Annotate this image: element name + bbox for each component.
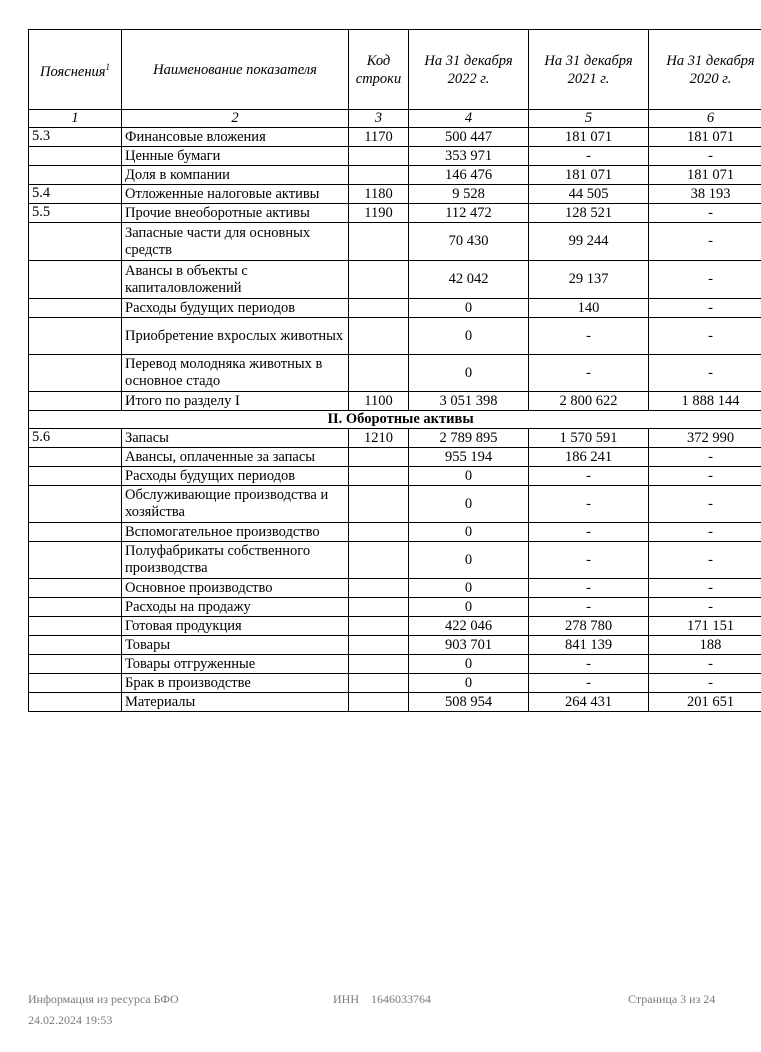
- value-2020-cell: -: [649, 523, 761, 542]
- balance-sheet-table: [28, 29, 761, 712]
- indicator-name-cell: Расходы будущих периодов: [122, 467, 349, 486]
- line-code-cell: 1170: [349, 128, 409, 147]
- indicator-name-cell: Прочие внеоборотные активы: [122, 204, 349, 223]
- column-number: 3: [349, 110, 409, 128]
- indicator-name-cell: Товары отгруженные: [122, 655, 349, 674]
- table-row: [29, 166, 761, 185]
- value-2021-cell: 264 431: [529, 693, 649, 712]
- line-code-cell: [349, 147, 409, 166]
- table-row: [29, 523, 761, 542]
- value-2021-cell: 278 780: [529, 617, 649, 636]
- value-2022-cell: 42 042: [409, 261, 529, 299]
- value-2021-cell: -: [529, 147, 649, 166]
- notes-cell: [29, 617, 122, 636]
- value-2022-cell: 422 046: [409, 617, 529, 636]
- value-2021-cell: -: [529, 355, 649, 392]
- notes-cell: [29, 261, 122, 299]
- section-2-header: [29, 411, 761, 429]
- value-2021-cell: 181 071: [529, 166, 649, 185]
- header-2021: На 31 декабря 2021 г.: [529, 30, 649, 110]
- indicator-name-cell: Расходы будущих периодов: [122, 299, 349, 318]
- indicator-name-cell: Ценные бумаги: [122, 147, 349, 166]
- footer-page-number: Страница 3 из 24: [628, 992, 716, 1006]
- value-2020-cell: 201 651: [649, 693, 761, 712]
- value-2022-cell: 3 051 398: [409, 392, 529, 411]
- line-code-cell: 1190: [349, 204, 409, 223]
- indicator-name-cell: Перевод молодняка животных в основное стадо: [122, 355, 349, 392]
- value-2020-cell: -: [649, 448, 761, 467]
- value-2021-cell: 140: [529, 299, 649, 318]
- value-2022-cell: 112 472: [409, 204, 529, 223]
- column-number: 1: [29, 110, 122, 128]
- table-row: [29, 392, 761, 411]
- table-row: [29, 147, 761, 166]
- line-code-cell: [349, 486, 409, 523]
- value-2020-cell: -: [649, 598, 761, 617]
- value-2021-cell: 181 071: [529, 128, 649, 147]
- notes-cell: [29, 223, 122, 261]
- line-code-cell: [349, 598, 409, 617]
- line-code-cell: 1100: [349, 392, 409, 411]
- value-2022-cell: 0: [409, 467, 529, 486]
- table-row: [29, 655, 761, 674]
- indicator-name-cell: Приобретение вхрослых животных: [122, 318, 349, 355]
- table-row: [29, 299, 761, 318]
- value-2021-cell: -: [529, 579, 649, 598]
- value-2021-cell: -: [529, 655, 649, 674]
- column-number: 2: [122, 110, 349, 128]
- notes-cell: [29, 467, 122, 486]
- indicator-name-cell: Авансы в объекты с капиталовложений: [122, 261, 349, 299]
- line-code-cell: 1210: [349, 429, 409, 448]
- value-2020-cell: 1 888 144: [649, 392, 761, 411]
- value-2021-cell: 841 139: [529, 636, 649, 655]
- line-code-cell: [349, 448, 409, 467]
- notes-cell: [29, 542, 122, 579]
- header-notes: Пояснения$^1$: [29, 30, 122, 110]
- value-2022-cell: 0: [409, 486, 529, 523]
- section-1-body: [29, 128, 761, 411]
- value-2022-cell: 353 971: [409, 147, 529, 166]
- line-code-cell: [349, 655, 409, 674]
- indicator-name-cell: Вспомогательное производство: [122, 523, 349, 542]
- indicator-name-cell: Отложенные налоговые активы: [122, 185, 349, 204]
- table-row: [29, 448, 761, 467]
- table-row: [29, 617, 761, 636]
- indicator-name-cell: Доля в компании: [122, 166, 349, 185]
- notes-cell: 5.4: [29, 185, 122, 204]
- value-2022-cell: 500 447: [409, 128, 529, 147]
- table-row: [29, 429, 761, 448]
- notes-cell: [29, 523, 122, 542]
- value-2020-cell: -: [649, 486, 761, 523]
- value-2021-cell: 128 521: [529, 204, 649, 223]
- value-2022-cell: 0: [409, 655, 529, 674]
- header-2022: На 31 декабря 2022 г.: [409, 30, 529, 110]
- indicator-name-cell: Товары: [122, 636, 349, 655]
- indicator-name-cell: Основное производство: [122, 579, 349, 598]
- indicator-name-cell: Брак в производстве: [122, 674, 349, 693]
- value-2020-cell: -: [649, 261, 761, 299]
- value-2022-cell: 9 528: [409, 185, 529, 204]
- value-2021-cell: 29 137: [529, 261, 649, 299]
- value-2022-cell: 0: [409, 523, 529, 542]
- value-2020-cell: -: [649, 204, 761, 223]
- table-row: [29, 598, 761, 617]
- notes-cell: [29, 598, 122, 617]
- notes-cell: [29, 674, 122, 693]
- value-2022-cell: 0: [409, 318, 529, 355]
- value-2022-cell: 2 789 895: [409, 429, 529, 448]
- value-2021-cell: -: [529, 523, 649, 542]
- table-row: [29, 486, 761, 523]
- value-2022-cell: 955 194: [409, 448, 529, 467]
- value-2020-cell: -: [649, 467, 761, 486]
- notes-cell: [29, 166, 122, 185]
- value-2020-cell: -: [649, 655, 761, 674]
- value-2021-cell: -: [529, 318, 649, 355]
- notes-cell: 5.3: [29, 128, 122, 147]
- column-number: 6: [649, 110, 761, 128]
- notes-cell: [29, 579, 122, 598]
- header-row: [29, 30, 761, 110]
- notes-cell: 5.6: [29, 429, 122, 448]
- table-row: [29, 693, 761, 712]
- notes-cell: [29, 355, 122, 392]
- indicator-name-cell: Готовая продукция: [122, 617, 349, 636]
- value-2020-cell: -: [649, 579, 761, 598]
- value-2020-cell: 372 990: [649, 429, 761, 448]
- table-row: [29, 579, 761, 598]
- footer-source: Информация из ресурса БФО: [28, 992, 179, 1006]
- indicator-name-cell: Обслуживающие производства и хозяйства: [122, 486, 349, 523]
- notes-cell: [29, 448, 122, 467]
- table-row: [29, 467, 761, 486]
- indicator-name-cell: Авансы, оплаченные за запасы: [122, 448, 349, 467]
- line-code-cell: [349, 617, 409, 636]
- notes-cell: [29, 636, 122, 655]
- value-2020-cell: -: [649, 299, 761, 318]
- value-2021-cell: 1 570 591: [529, 429, 649, 448]
- value-2020-cell: 181 071: [649, 128, 761, 147]
- notes-cell: [29, 299, 122, 318]
- notes-cell: [29, 693, 122, 712]
- value-2022-cell: 70 430: [409, 223, 529, 261]
- indicator-name-cell: Финансовые вложения: [122, 128, 349, 147]
- table-row: [29, 636, 761, 655]
- value-2021-cell: -: [529, 467, 649, 486]
- value-2021-cell: 44 505: [529, 185, 649, 204]
- value-2022-cell: 146 476: [409, 166, 529, 185]
- value-2020-cell: -: [649, 223, 761, 261]
- table-row: [29, 204, 761, 223]
- line-code-cell: [349, 166, 409, 185]
- line-code-cell: [349, 467, 409, 486]
- table-row: [29, 542, 761, 579]
- header-line-code: Код строки: [349, 30, 409, 110]
- line-code-cell: [349, 261, 409, 299]
- table-row: [29, 355, 761, 392]
- indicator-name-cell: Полуфабрикаты собственного производства: [122, 542, 349, 579]
- value-2022-cell: 508 954: [409, 693, 529, 712]
- line-code-cell: [349, 636, 409, 655]
- value-2022-cell: 0: [409, 542, 529, 579]
- notes-cell: [29, 318, 122, 355]
- value-2021-cell: 2 800 622: [529, 392, 649, 411]
- value-2021-cell: -: [529, 598, 649, 617]
- value-2021-cell: 99 244: [529, 223, 649, 261]
- value-2020-cell: 188: [649, 636, 761, 655]
- line-code-cell: [349, 299, 409, 318]
- value-2021-cell: 186 241: [529, 448, 649, 467]
- value-2022-cell: 0: [409, 355, 529, 392]
- value-2020-cell: -: [649, 542, 761, 579]
- value-2020-cell: -: [649, 318, 761, 355]
- line-code-cell: [349, 523, 409, 542]
- line-code-cell: [349, 693, 409, 712]
- line-code-cell: [349, 579, 409, 598]
- table-row: [29, 674, 761, 693]
- section-2-body: [29, 429, 761, 712]
- column-number-row: [29, 110, 761, 128]
- value-2021-cell: -: [529, 674, 649, 693]
- table-row: [29, 223, 761, 261]
- section-title-row: [29, 411, 761, 429]
- header-indicator-name: Наименование показателя: [122, 30, 349, 110]
- indicator-name-cell: Расходы на продажу: [122, 598, 349, 617]
- line-code-cell: [349, 318, 409, 355]
- value-2020-cell: 38 193: [649, 185, 761, 204]
- line-code-cell: [349, 223, 409, 261]
- table-row: [29, 185, 761, 204]
- line-code-cell: [349, 674, 409, 693]
- indicator-name-cell: Материалы: [122, 693, 349, 712]
- indicator-name-cell: Запасные части для основных средств: [122, 223, 349, 261]
- value-2020-cell: -: [649, 674, 761, 693]
- notes-cell: [29, 392, 122, 411]
- notes-cell: [29, 147, 122, 166]
- notes-cell: 5.5: [29, 204, 122, 223]
- value-2022-cell: 0: [409, 299, 529, 318]
- footer-date: 24.02.2024 19:53: [28, 1013, 113, 1027]
- footer-inn: ИНН 1646033764: [333, 992, 431, 1006]
- value-2021-cell: -: [529, 542, 649, 579]
- indicator-name-cell: Запасы: [122, 429, 349, 448]
- notes-cell: [29, 655, 122, 674]
- column-number: 4: [409, 110, 529, 128]
- indicator-name-cell: Итого по разделу I: [122, 392, 349, 411]
- value-2022-cell: 0: [409, 674, 529, 693]
- value-2020-cell: 181 071: [649, 166, 761, 185]
- notes-cell: [29, 486, 122, 523]
- value-2022-cell: 0: [409, 579, 529, 598]
- table-row: [29, 318, 761, 355]
- section-title: II. Оборотные активы: [29, 411, 761, 429]
- value-2021-cell: -: [529, 486, 649, 523]
- column-number: 5: [529, 110, 649, 128]
- value-2020-cell: -: [649, 147, 761, 166]
- value-2020-cell: 171 151: [649, 617, 761, 636]
- line-code-cell: [349, 542, 409, 579]
- value-2022-cell: 0: [409, 598, 529, 617]
- table-row: [29, 261, 761, 299]
- line-code-cell: [349, 355, 409, 392]
- header-2020: На 31 декабря 2020 г.: [649, 30, 761, 110]
- value-2020-cell: -: [649, 355, 761, 392]
- value-2022-cell: 903 701: [409, 636, 529, 655]
- line-code-cell: 1180: [349, 185, 409, 204]
- table-row: [29, 128, 761, 147]
